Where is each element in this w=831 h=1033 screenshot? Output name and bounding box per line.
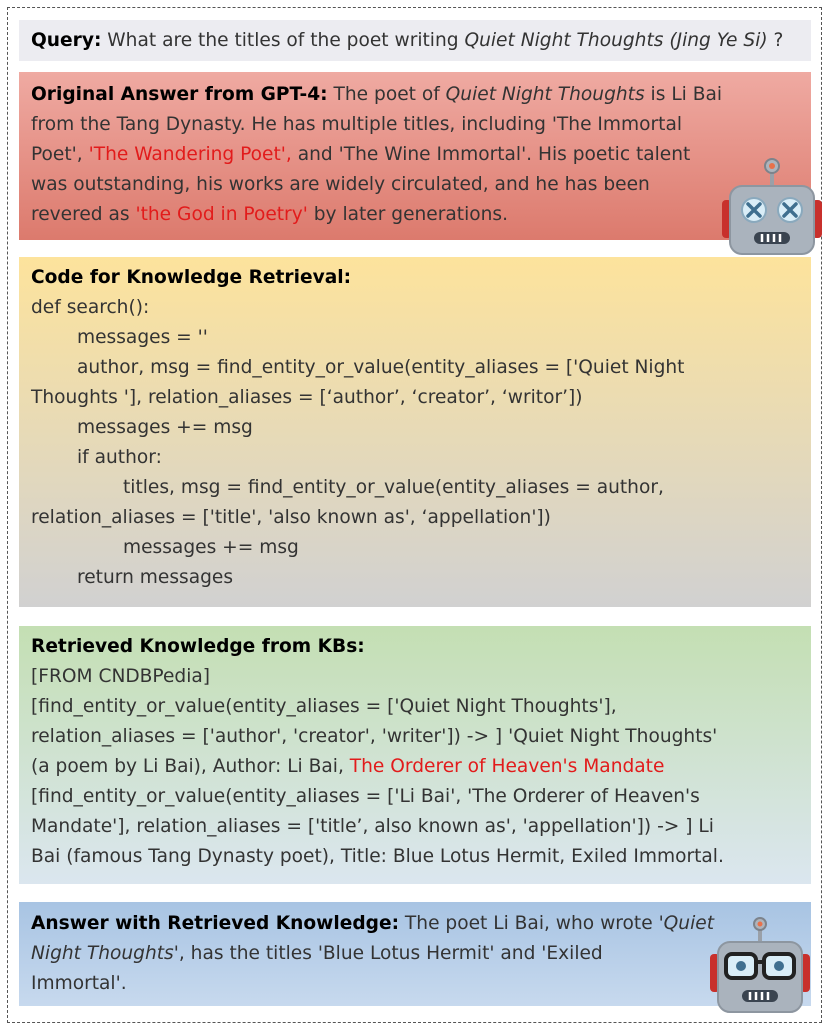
query-panel [19,20,811,61]
ans-text: ', has the titles 'Blue Lotus Hermit' and 'Exiled [173,943,603,964]
kb-line: Mandate'], relation_aliases = ['title’, also known as', 'appellation']) -> ] Li [31,816,714,837]
code-label [31,263,799,293]
code-label-text: Code for Knowledge Retrieval: [31,267,352,288]
query-end: ? [767,30,784,51]
query-title: Quiet Night Thoughts (Jing Ye Si) [464,30,768,51]
kb-line: [FROM CNDBPedia] [31,666,211,687]
kb-text: (a poem by Li Bai), Author: Li Bai, [31,756,350,777]
kb-line: [find_entity_or_value(entity_aliases = ['Li Bai', 'The Orderer of Heaven's [31,786,700,807]
orig-line-3 [31,140,799,170]
glasses-robot-icon [706,914,814,1018]
kb-label [31,632,799,662]
incorrect-title: 'the God in Poetry' [135,204,308,225]
orig-title: Quiet Night Thoughts [445,84,645,105]
highlighted-alias: The Orderer of Heaven's Mandate [349,756,665,777]
ans-title: Night Thoughts [31,943,174,964]
ans-line-2 [31,939,799,969]
ans-line-1 [31,909,799,939]
code-line: messages = '' [77,327,208,348]
ans-line-3: Immortal'. [31,973,127,994]
code-line: titles, msg = find_entity_or_value(entity_aliases = author, [123,477,664,498]
code-line: messages += msg [77,417,253,438]
orig-text: is Li Bai [644,84,723,105]
orig-text: and 'The Wine Immortal'. His poetic talent [291,144,691,165]
ans-text: The poet Li Bai, who wrote [399,913,659,934]
orig-line-1 [31,80,799,110]
kb-line: Bai (famous Tang Dynasty poet), Title: Blue Lotus Hermit, Exiled Immortal. [31,846,724,867]
code-line: if author: [77,447,162,468]
query-line [31,26,799,56]
orig-line-5 [31,200,799,230]
original-label: Original Answer from GPT-4: [31,84,328,105]
orig-text: by later generations. [307,204,509,225]
code-line: Thoughts '], relation_aliases = [‘author’, ‘creator’, ‘writor’]) [31,387,583,408]
kb-line [31,752,799,782]
orig-text: revered as [31,204,136,225]
orig-line-2: from the Tang Dynasty. He has multiple titles, including 'The Immortal [31,114,683,135]
kb-line: relation_aliases = ['author', 'creator', 'writer']) -> ] 'Quiet Night Thoughts' [31,726,718,747]
answer-label: Answer with Retrieved Knowledge: [31,913,400,934]
code-line: return messages [77,567,234,588]
query-text: What are the titles of the poet writing [101,30,465,51]
query-label: Query: [31,30,102,51]
code-panel [19,257,811,607]
kb-label-text: Retrieved Knowledge from KBs: [31,636,365,657]
code-line: messages += msg [123,537,299,558]
orig-line-4: was outstanding, his works are widely circulated, and he has been [31,174,650,195]
original-answer-panel [19,72,811,240]
kb-line: [find_entity_or_value(entity_aliases = ['Quiet Night Thoughts'], [31,696,617,717]
code-line: author, msg = find_entity_or_value(entity_aliases = ['Quiet Night [77,357,685,378]
retrieved-knowledge-panel [19,626,811,884]
orig-text: Poet', [31,144,89,165]
code-line: relation_aliases = ['title', 'also known as', ‘appellation']) [31,507,551,528]
dizzy-robot-icon [718,152,826,258]
final-answer-panel [19,902,811,1006]
code-line: def search(): [31,297,150,318]
orig-text: The poet of [327,84,446,105]
incorrect-title: 'The Wandering Poet', [88,144,292,165]
ans-title: 'Quiet [658,913,714,934]
